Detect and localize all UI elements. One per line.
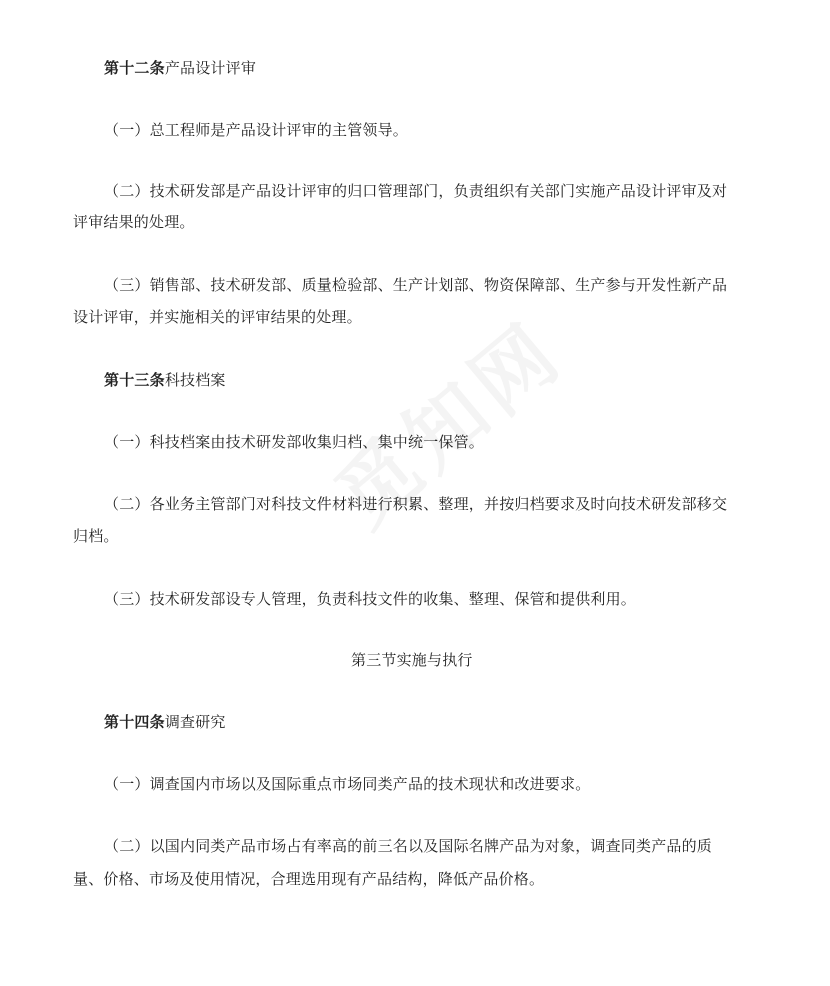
article-14-item-2-cont: 量、价格、市场及使用情况，合理选用现有产品结构，降低产品价格。 — [73, 870, 545, 888]
article-12-item-1: （一）总工程师是产品设计评审的主管领导。 — [104, 121, 409, 139]
article-14-heading — [104, 712, 226, 732]
article-14-label: 第十四条 — [104, 713, 165, 731]
article-13-item-2-cont: 归档。 — [73, 527, 119, 545]
article-12-item-2: （二）技术研发部是产品设计评审的归口管理部门，负责组织有关部门实施产品设计评审及对 — [104, 182, 728, 200]
article-13-heading — [104, 370, 226, 390]
article-12-item-3: （三）销售部、技术研发部、质量检验部、生产计划部、物资保障部、生产参与开发性新产品 — [104, 276, 728, 294]
article-12-item-3-cont: 设计评审，并实施相关的评审结果的处理。 — [73, 308, 362, 326]
article-12-title: 产品设计评审 — [164, 59, 257, 77]
article-12-label: 第十二条 — [104, 59, 165, 77]
article-13-item-1: （一）科技档案由技术研发部收集归档、集中统一保管。 — [104, 433, 485, 451]
section-3-title: 第三节实施与执行 — [351, 651, 473, 669]
article-13-label: 第十三条 — [104, 371, 165, 389]
article-14-item-1: （一）调查国内市场以及国际重点市场同类产品的技术现状和改进要求。 — [104, 775, 591, 793]
article-13-item-2: （二）各业务主管部门对科技文件材料进行积累、整理，并按归档要求及时向技术研发部移交 — [104, 495, 728, 513]
article-14-item-2: （二）以国内同类产品市场占有率高的前三名以及国际名牌产品为对象，调查同类产品的质 — [104, 837, 713, 855]
article-12-heading — [104, 58, 256, 78]
article-13-title: 科技档案 — [164, 371, 226, 389]
article-13-item-3: （三）技术研发部设专人管理，负责科技文件的收集、整理、保管和提供利用。 — [104, 590, 637, 608]
article-12-item-2-cont: 评审结果的处理。 — [73, 213, 195, 231]
article-14-title: 调查研究 — [164, 713, 226, 731]
